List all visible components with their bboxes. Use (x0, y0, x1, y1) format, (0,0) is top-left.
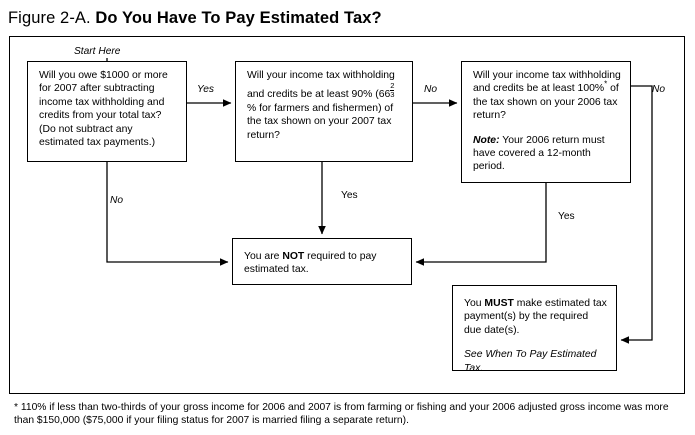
not-required-part2: required to pay estimated tax. (244, 251, 377, 276)
label-start-here: Start Here (74, 46, 121, 57)
footnote (14, 401, 680, 427)
decision-box-owe-1000 (27, 61, 187, 162)
must-pay-part1: You (464, 298, 485, 309)
not-required-part1: You are (244, 251, 283, 262)
decision-box-100-percent (461, 61, 631, 183)
decision-box-100-percent-note (473, 134, 621, 174)
outcome-box-must-pay (452, 285, 617, 374)
label-no-q3: No (652, 84, 666, 95)
outcome-box-not-required (232, 238, 412, 285)
footnote-marker: * (14, 402, 19, 413)
must-pay-part2: make estimated tax payment(s) by the required due date(s). (464, 298, 607, 336)
outcome-box-not-required-text (244, 250, 402, 277)
decision-box-90-percent (235, 61, 413, 162)
page-title (8, 5, 688, 31)
decision-box-owe-1000-text: Will you owe $1000 or more for 2007 after subtracting income tax withholding and credits from your total tax? (Do not subtract any estimated tax payments.) (39, 70, 168, 149)
q2-part2: % for farmers and fishermen) of the tax shown on your 2007 tax return? (247, 102, 394, 141)
outcome-box-must-pay-reference (464, 348, 607, 375)
see-prefix: See (464, 349, 486, 361)
decision-box-100-percent-text (473, 69, 621, 123)
q2-part1: Will your income tax withholding and credits be at least 90% (66 (247, 70, 395, 101)
q3-part2: of the tax shown on your 2006 tax return? (473, 83, 619, 122)
q3-part1: Will your income tax withholding and credits be at least 100% (473, 70, 621, 95)
figure-number: Figure 2-A. (8, 9, 91, 27)
must-emphasis: MUST (484, 298, 514, 309)
fraction-two-thirds: $\frac{2}{3}$ (390, 80, 395, 99)
decision-box-90-percent-text (247, 69, 403, 142)
see-reference-title: When To Pay Estimated Tax. (464, 349, 597, 374)
figure-heading: Do You Have To Pay Estimated Tax? (95, 9, 382, 27)
note-text: Your 2006 return must have covered a 12-month period. (473, 134, 605, 173)
label-yes-q3: Yes (558, 211, 575, 222)
label-yes-q2: Yes (341, 190, 358, 201)
footnote-text: 110% if less than two-thirds of your gross income for 2006 and 2007 is from farming or fishing and your 2006 adjusted gross income was more than $150,000 ($75,000 if your filing status for 2007 is married filing a separate return). (14, 402, 669, 427)
outcome-box-must-pay-text (464, 297, 607, 337)
footnote-marker-ref: * (604, 79, 608, 89)
not-emphasis: NOT (282, 251, 305, 262)
note-label: Note: (473, 134, 500, 146)
label-yes-q1: Yes (197, 84, 214, 95)
label-no-q1: No (110, 195, 124, 206)
label-no-q2: No (424, 84, 438, 95)
